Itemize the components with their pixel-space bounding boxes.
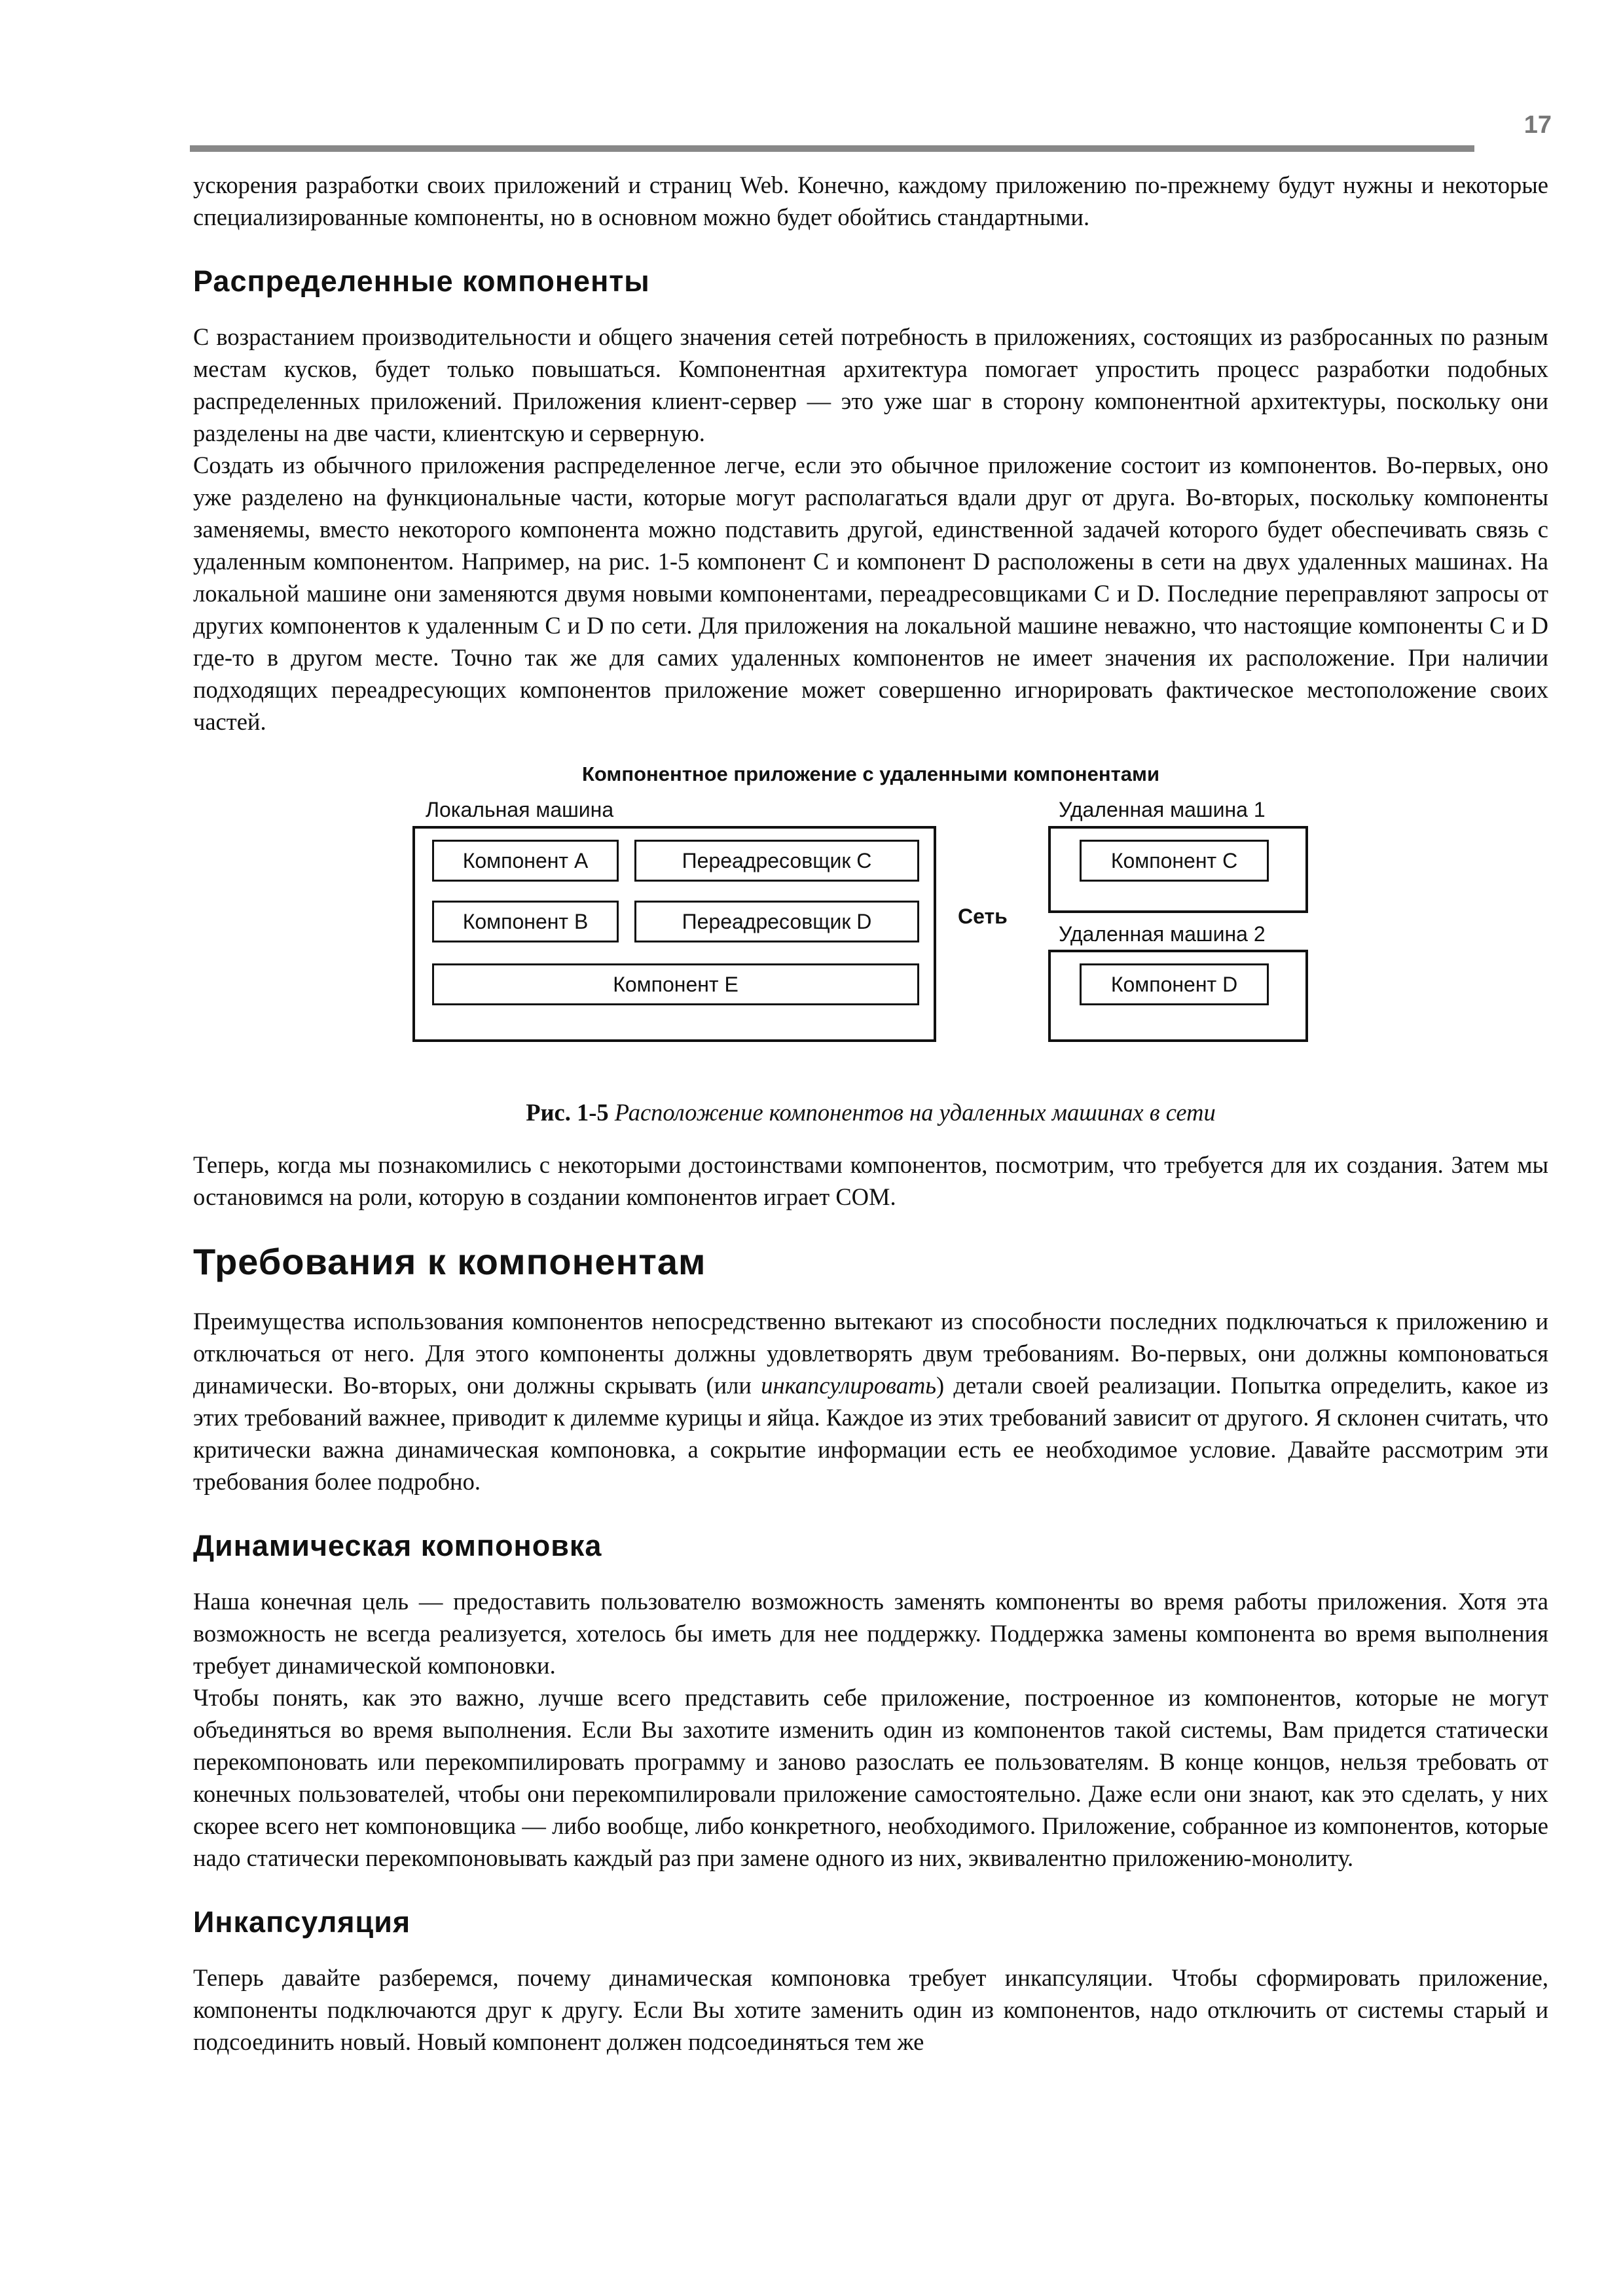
requirements-text-start: Преимущества использования компонентов непосредственно вытекают из способности последних подключаться к приложению и отключаться от него. Для этого компоненты должны удовлетворять двум требованиям. Во-первых, они должны компоноваться динамически. Во-вторых, они должны скрывать (или: [193, 1308, 1548, 1399]
heading-component-requirements: Требования к компонентам: [193, 1241, 706, 1282]
network-label: Сеть: [958, 905, 1008, 928]
page-content: [193, 169, 1548, 2058]
page-number: 17: [1523, 111, 1552, 139]
figure-title: Компонентное приложение с удаленными компонентами: [581, 762, 1160, 785]
paragraph-requirements: [193, 1305, 1548, 1498]
figure-caption-label: Рис. 1-5: [526, 1099, 609, 1126]
figure-caption: [193, 1098, 1548, 1126]
requirements-text-end: ) детали своей реализации. Попытка определить, какое из этих требований важнее, приводит к дилемме курицы и яйца. Каждое из этих требований зависит от другого. Я склонен считать, что критически важна динамическая компоновка, а сокрытие информации есть ее необходимое условие. Давайте рассмотрим эти требования более подробно.: [193, 1372, 1548, 1495]
remote-machine-1-label: Удаленная машина 1: [1059, 798, 1266, 821]
requirements-emphasis: инкапсулировать: [761, 1372, 936, 1399]
remote-component-d-box: Компонент D: [1080, 963, 1269, 1005]
paragraph-dynamic-2: Чтобы понять, как это важно, лучше всего представить себе приложение, построенное из компонентов, которые не могут объединяться во время выполнения. Если Вы захотите изменить один из компонентов такой системы, Вам придется статически перекомпоновать или перекомпилировать программу и заново разослать ее пользователям. В конце концов, нельзя требовать от конечных пользователей, чтобы они перекомпилировали приложение самостоятельно. Даже если они знают, как это сделать, у них скорее всего нет компоновщика — либо вообще, либо конкретного, необходимого. Приложение, собранное из компонентов, которые надо статически перекомпоновывать каждый раз при замене одного из них, эквивалентно приложению-монолиту.: [193, 1684, 1548, 1871]
paragraph-encapsulation: Теперь давайте разберемся, почему динамическая компоновка требует инкапсуляции. Чтобы сформировать приложение, компоненты подключаются друг к другу. Если Вы хотите заменить один из компонентов, надо отключить от системы старый и подсоединить новый. Новый компонент должен подсоединяться тем же: [193, 1964, 1548, 2055]
local-machine-label: Локальная машина: [426, 798, 614, 821]
heading-encapsulation: Инкапсуляция: [193, 1905, 411, 1939]
paragraph-intro: ускорения разработки своих приложений и страниц Web. Конечно, каждому приложению по-прежнему будут нужны и некоторые специализированные компоненты, но в основном можно будет обойтись стандартными.: [193, 171, 1548, 230]
paragraph-dynamic-1: Наша конечная цель — предоставить пользователю возможность заменять компоненты во время работы приложения. Хотя эта возможность не всегда реализуется, хотелось бы иметь для нее поддержку. Поддержка замены компонента во время выполнения требует динамической компоновки.: [193, 1588, 1548, 1679]
redirector-c-box: Переадресовщик C: [634, 840, 919, 882]
paragraph-distributed-2: Создать из обычного приложения распределенное легче, если это обычное приложение состоит из компонентов. Во-первых, оно уже разделено на функциональные части, которые могут располагаться вдали друг от друга. Во-вторых, поскольку компоненты заменяемы, вместо некоторого компонента можно подставить другой, единственной задачей которого будет обеспечивать связь с удаленным компонентом. Например, на рис. 1-5 компонент C и компонент D расположены в сети на двух удаленных машинах. На локальной машине они заменяются двумя новыми компонентами, переадресовщиками C и D. Последние переправляют запросы от других компонентов к удаленным C и D по сети. Для приложения на локальной машине неважно, что настоящие компоненты C и D где-то в другом месте. Точно так же для самих удаленных компонентов не имеет значения их расположение. При наличии подходящих переадресующих компонентов приложение может совершенно игнорировать фактическое местоположение своих частей.: [193, 452, 1548, 735]
redirector-d-box: Переадресовщик D: [634, 901, 919, 942]
figure-caption-text: Расположение компонентов на удаленных машинах в сети: [614, 1099, 1216, 1126]
header-rule: [190, 145, 1474, 152]
heading-distributed-components: Распределенные компоненты: [193, 264, 650, 298]
remote-machine-2-label: Удаленная машина 2: [1059, 922, 1266, 946]
paragraph-transition: Теперь, когда мы познакомились с некоторыми достоинствами компонентов, посмотрим, что требуется для их создания. Затем мы остановимся на роли, которую в создании компонентов играет COM.: [193, 1151, 1548, 1210]
component-a-box: Компонент A: [432, 840, 619, 882]
component-b-box: Компонент B: [432, 901, 619, 942]
figure-diagram: [193, 798, 1548, 1089]
paragraph-distributed-1: С возрастанием производительности и общего значения сетей потребность в приложениях, состоящих из разбросанных по разным местам кусков, будет только повышаться. Компонентная архитектура помогает упростить процесс разработки подобных распределенных приложений. Приложения клиент-сервер — это уже шаг в сторону компонентной архитектуры, поскольку они разделены на две части, клиентскую и серверную.: [193, 323, 1548, 446]
component-e-box: Компонент E: [432, 963, 919, 1005]
remote-component-c-box: Компонент C: [1080, 840, 1269, 882]
heading-dynamic-linking: Динамическая компоновка: [193, 1529, 602, 1562]
